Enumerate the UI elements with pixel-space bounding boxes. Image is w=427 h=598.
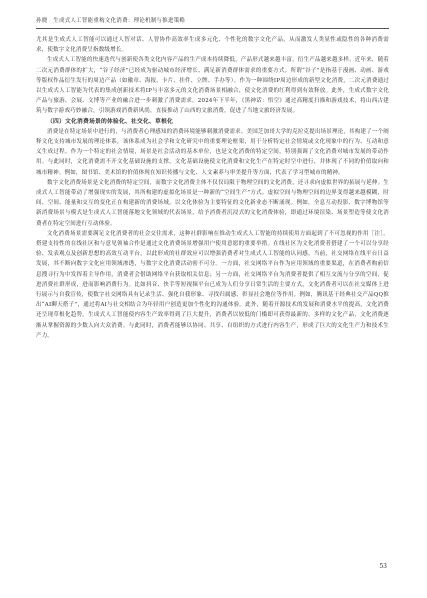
article-body — [36, 35, 389, 341]
paragraph: 尤其是生成式人工智能可以通过人智对话、人智协作高效率生成多元化、个性化的数字文化产品，从而激发人类显性或隐性的各种消费需求，使数字文化消费呈指数级增长。 — [36, 37, 389, 54]
page-number: 53 — [379, 563, 387, 570]
paragraph: 文化消费场景需要满足文化消费者的社会交往需求，这种社群影响在推动生成式人工智能的持续使用方面起到了不可忽视的作用［注］。搭建支持性的在线社区和与意见领袖合作是通过文化消费场景增强用户使用意愿的重要举措。在线社区为文化消费者搭建了一个可以分享经验、发表观点及创新思想的高效互动平台，以此形成的社群效应可以增强消费者对生成式人工智能的认同感。当前，社交网络在线平台日益发展，其不断向数字文化应用领域渗透，与数字文化消费活动密不可分。一方面，社交网络平台作为应用领域的重要渠道，在消费者购前信息搜寻行为中发挥着主导作用，消费者会借助网络平台获取相关信息；另一方面，社交网络平台为消费者提供了相互交流与分享的空间，促进消费社群形成，进而影响消费行为。比如抖音、快手等短视频平台已成为人们分享日常生活的主要方式，文化消费者可以在社交媒体上进行展示与自我宣传，使数字社交网络具有记录生活、强化自我形象、寻找归属感、彰显社会地位等作用。例如，腾讯基于经典社交产品QQ推出“AI聊天搭子”，通过将AI与社交相结合为年轻用户创造更加个性化的沟通体验。此外，随着开源技术的发展和消费水平的提高，文化消费还呈现草根化趋势。生成式人工智能使内容生产效率得到了巨大提升，消费者以较低的门槛即可获得最新的、多样的文化产品，文化消费逐渐从掌握资源的少数人向大众消费。与此同时，消费者能够以协同、共享、自组织的方式进行内容生产，形成了巨大的文化生产力和技术生产力。 — [36, 230, 389, 339]
paragraph: 生成式人工智能的快速迭代与创新使各类文化内容产品的生产成本持续降低，产品形式越来越丰富，衍生产品越来越多样。近年来，随着二次元消费群体的扩大，“谷子经济”已经成为驱动城市经济增长、满足新消费群体需求的重要方式。所谓“谷子”是指基于漫画、动画、游戏等版权作品衍生发行的周边产品（如徽章、海报、卡片、挂件、立牌、手办等）。作为一种围绕IP周边形成的新型文化消费，二次元消费通过以生成式人工智能为代表的集成创新技术将IP与丰富多元的文化消费场景相融合，使文化消费的红利得到有效释放。此外，生成式数字文化产品与旅游、会展、文博等产业的融合进一步刺激了消费需求。2024年下半年，《黑神话：悟空》通过高精度扫描和游戏技术，将山西古建筑与数字游戏巧妙融合，引领游戏消费新风尚，直接推动了山西的文旅消费，促进了当地文旅经济发展。 — [36, 57, 390, 115]
header-divider — [36, 28, 389, 29]
paragraph: 消费是在特定场景中进行的，与消费者心理感知的消费环境能够刺激消费需求。美国芝加哥大学的克拉克提出场景理论，其构建了一个阐释文化支持城市发展的理论体系，该体系成为社会学和文化研究中的重要理论框架，用于分析特定社会情境或文化现象中的行为、互动和意义生成过程。作为一个特定的社会情境，场景是社会活动的基本单位，也是文化消费的特定空间，特别强调了文化消费对城市发展的带动作用。与此同时，文化消费需不开文化基础设施的支撑，文化基础设施使文化消费和文化生产在特定时空中进行，并体现了不同的价值取向和城市精神。例如，图书馆、美术馆的价值体现在知识传播与文化、人文素养与审美提升等方面，代表了学习型城市的精神。 — [36, 128, 390, 176]
running-header: 孙晓 生成式人工智能重构文化消费：理论机制与推进策略 — [36, 18, 186, 24]
paragraph: 数字文化消费场景是文化消费的特定空间，而数字文化消费主体不仅仅局限于物理空间的文化消费，还寻求向虚拟世界的拓展与延伸。生成式人工智能带动了增强现实的发展，其所构建的虚拟化场景是一种新的“空间生产”方式。虚拟空间与物理空间的边界变得越来越模糊，时间、空间、能量和交互的变化正在构建新的消费场域，以文化体验为主要特征的文化新业态不断涌现。例如，全息互动投影、数字博物馆等新消费场景与模式是生成式人工智能落地文化领域的代表场景，给予消费者沉浸式的文化消费体验，即通过环境渲染、场景塑造等使文化消费者在特定空间进行互动体验。 — [36, 179, 390, 227]
section-heading: （四）文化消费场景的体验化、社交化、草根化 — [47, 118, 173, 125]
